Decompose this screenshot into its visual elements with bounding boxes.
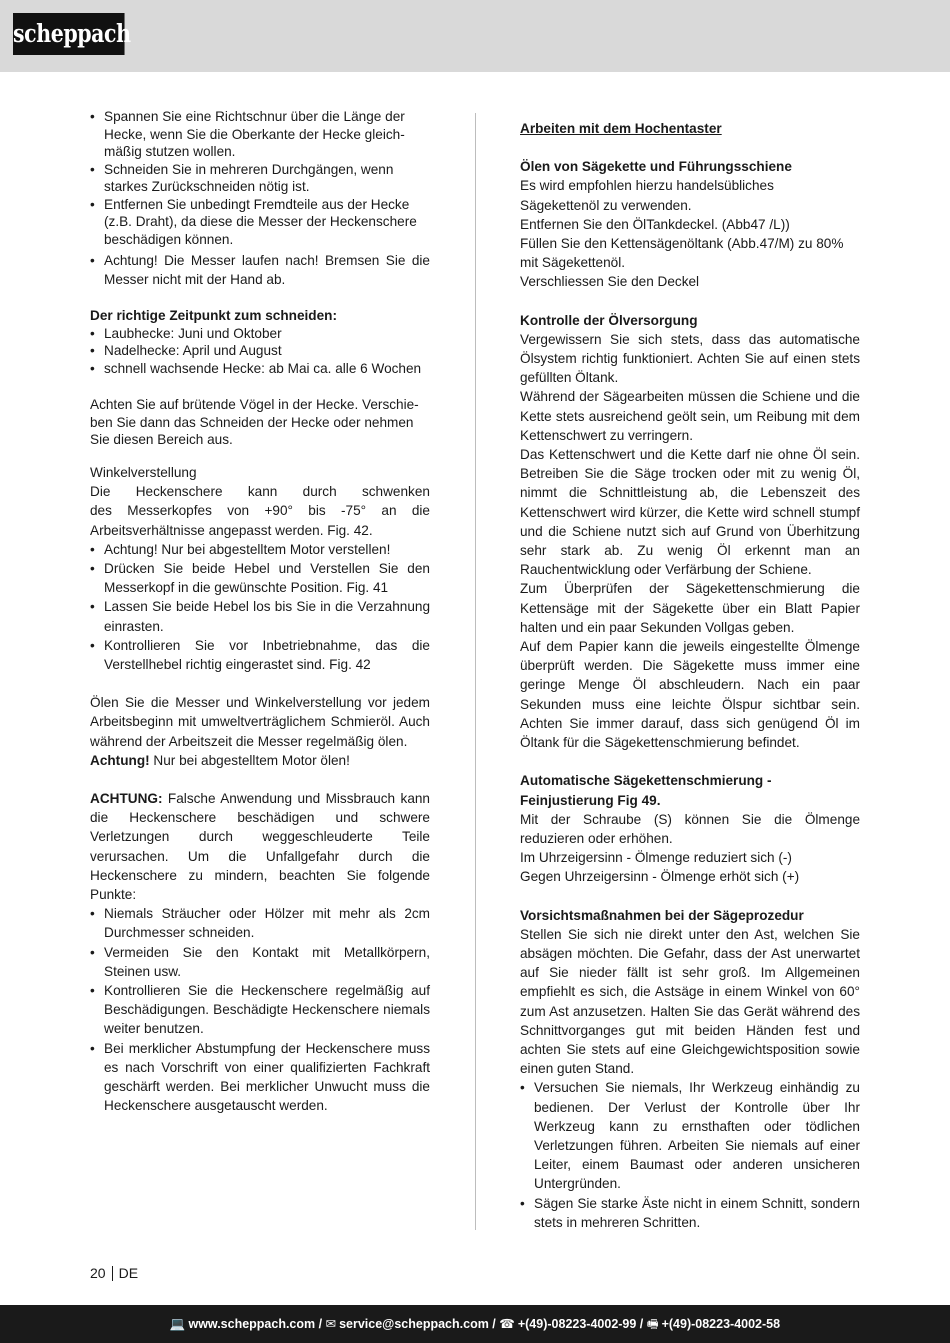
word: Die xyxy=(90,484,111,500)
section-heading-auto-1: Automatische Sägekettenschmierung - xyxy=(520,773,772,789)
mail-icon: ✉ xyxy=(325,1317,337,1331)
list-item: • Bei merklicher Abstumpfung der Heckenschere muss es nach Vorschrift von einer qualifizierten Fachkraft geschärft werden. Bei merklicher Unwucht muss die Heckenschere ausgetauscht werden. xyxy=(90,1039,430,1116)
intro-bullet-list xyxy=(90,108,430,248)
auto-paragraph: Mit der Schraube (S) können Sie die Ölmenge reduzieren oder erhöhen. xyxy=(520,811,860,846)
list-item: • Lassen Sie beide Hebel los bis Sie in die Verzahnung einrasten. xyxy=(90,597,430,635)
word: durch xyxy=(302,484,337,500)
text-line: Es wird empfohlen hierzu handelsübliches xyxy=(520,178,774,194)
kontrolle-paragraph: Auf dem Papier kann die jeweils eingestellte Ölmenge überprüft werden. Die Sägekette muss immer eine geringe Menge Öl abschleudern. Nach ein paar Sekunden muss eine leichte Ölspur sichtbar sein. Achten Sie immer darauf, dass sich genügend Öl im Öltank für die Sägekettenschmierung befindet. xyxy=(520,639,860,751)
section-heading-zeitpunkt: Der richtige Zeitpunkt zum schneiden: xyxy=(90,308,337,324)
list-item: • Entfernen Sie unbedingt Fremdteile aus der Hecke (z.B. Draht), da diese die Messer der Heckenschere beschädigen können. xyxy=(90,196,430,249)
list-item: • schnell wachsende Hecke: ab Mai ca. alle 6 Wochen xyxy=(90,360,430,378)
list-item: • Vermeiden Sie den Kontakt mit Metallkörpern, Steinen usw. xyxy=(90,943,430,981)
kontrolle-paragraph: Zum Überprüfen der Sägekettenschmierung die Kettensäge mit der Sägekette über ein Blatt Papier halten und ein paar Sekunden Vollgas geben. xyxy=(520,581,860,635)
footer-bar xyxy=(0,1305,950,1343)
page-language: DE xyxy=(118,1265,139,1281)
achtung-text: Falsche Anwendung und Missbrauch kann die Heckenschere beschädigen und schwere Verletzungen durch weggeschleuderte Teile verursachen. Um die Unfallgefahr durch die Heckenschere zu mindern, beachten Sie folgende Punkte: xyxy=(90,790,430,902)
section-heading-winkel: Winkelverstellung xyxy=(90,464,197,480)
kontrolle-paragraph: Während der Sägearbeiten müssen die Schiene und die Kette stets ausreichend geölt sein, um Reibung mit dem Kettenschwert zu verringern. xyxy=(520,389,860,443)
winkel-list xyxy=(90,540,430,674)
text-line: Im Uhrzeigersinn - Ölmenge reduziert sich (-) xyxy=(520,850,792,866)
oelen-warning xyxy=(90,751,430,770)
list-item: • Sägen Sie starke Äste nicht in einem Schnitt, sondern stets in mehreren Schritten. xyxy=(520,1194,860,1232)
left-column xyxy=(90,108,430,1115)
kontrolle-paragraph: Vergewissern Sie sich stets, dass das automatische Ölsystem richtig funktioniert. Achten Sie auf einen stets gefüllten Öltank. xyxy=(520,331,860,386)
warning-bullet-list xyxy=(90,251,430,289)
computer-icon: 💻 xyxy=(169,1317,186,1331)
text-line: Füllen Sie den Kettensägenöltank (Abb.47/M) zu 80% xyxy=(520,236,844,252)
main-heading: Arbeiten mit dem Hochentaster xyxy=(520,121,722,136)
column-divider xyxy=(475,113,476,1230)
achtung-label: ACHTUNG: xyxy=(90,790,163,806)
vorsicht-paragraph: Stellen Sie sich nie direkt unter den Ast, welchen Sie absägen möchten. Die Gefahr, dass der Ast unerwartet auf Sie nieder fällt ist sehr groß. Im Allgemeinen empfiehlt es sich, die Astsäge in einem Winkel von 60° zum Ast anzusetzen. Halten Sie das Gerät während des Schnittvorganges gut mit beiden Händen fest und achten Sie stets auf eine Gleichgewichtsposition sowie einen guten Stand. xyxy=(520,926,860,1077)
list-item: • Niemals Sträucher oder Hölzer mit mehr als 2cm Durchmesser schneiden. xyxy=(90,904,430,942)
list-item: • Nadelhecke: April und August xyxy=(90,342,430,360)
brand-logo: scheppach xyxy=(13,13,125,55)
page-number xyxy=(90,1265,138,1281)
footer-phone: +(49)-08223-4002-99 / xyxy=(517,1317,644,1331)
fax-icon: 🖷 xyxy=(646,1317,659,1331)
achtung-list xyxy=(90,904,430,1115)
phone-icon: ☎ xyxy=(499,1317,515,1331)
list-item: • Drücken Sie beide Hebel und Verstellen Sie den Messerkopf in die gewünschte Position. Fig. 41 xyxy=(90,559,430,597)
winkel-first-line xyxy=(90,482,430,501)
section-heading-auto-2: Feinjustierung Fig 49. xyxy=(520,792,661,808)
list-item: • Achtung! Nur bei abgestelltem Motor verstellen! xyxy=(90,540,430,559)
achtung-paragraph xyxy=(90,789,430,904)
list-item: • Kontrollieren Sie vor Inbetriebnahme, das die Verstellhebel richtig eingerastet sind. Fig. 42 xyxy=(90,636,430,674)
zeitpunkt-list xyxy=(90,325,430,378)
footer-web: www.scheppach.com / xyxy=(188,1317,323,1331)
list-item: • Spannen Sie eine Richtschnur über die Länge der Hecke, wenn Sie die Oberkante der Hecke gleich-mäßig stutzen wollen. xyxy=(90,108,430,161)
section-heading-vorsicht: Vorsichtsmaßnahmen bei der Sägeprozedur xyxy=(520,907,804,923)
footer-mail: service@scheppach.com / xyxy=(339,1317,496,1331)
winkel-paragraph: des Messerkopfes von +90° bis -75° an die Arbeitsverhältnisse angepasst werden. Fig. 42. xyxy=(90,503,430,538)
header-band xyxy=(0,0,950,72)
text-line: Verschliessen Sie den Deckel xyxy=(520,274,700,290)
list-item: • Schneiden Sie in mehreren Durchgängen, wenn starkes Zurückschneiden nötig ist. xyxy=(90,161,430,196)
warning-text: Nur bei abgestelltem Motor ölen! xyxy=(149,752,350,768)
page-number-value: 20 xyxy=(90,1265,106,1281)
text-line: mit Sägekettenöl. xyxy=(520,255,626,271)
voegel-paragraph: Achten Sie auf brütende Vögel in der Hecke. Verschie-ben Sie dann das Schneiden der Hecke oder nehmen Sie diesen Bereich aus. xyxy=(90,397,419,448)
word: schwenken xyxy=(361,484,430,500)
right-column xyxy=(520,119,860,1232)
list-item: • Laubhecke: Juni und Oktober xyxy=(90,325,430,343)
word: kann xyxy=(247,484,278,500)
word: Heckenschere xyxy=(135,484,223,500)
vorsicht-list xyxy=(520,1078,860,1232)
footer-fax: +(49)-08223-4002-58 xyxy=(661,1317,781,1331)
section-heading-kontrolle: Kontrolle der Ölversorgung xyxy=(520,312,698,328)
oelen-paragraph: Ölen Sie die Messer und Winkelverstellung vor jedem Arbeitsbeginn mit umweltverträglichem Schmieröl. Auch während der Arbeitszeit die Messer regelmäßig ölen. xyxy=(90,695,430,749)
list-item: • Kontrollieren Sie die Heckenschere regelmäßig auf Beschädigungen. Beschädigte Heckenschere niemals weiter benutzen. xyxy=(90,981,430,1039)
page-number-separator xyxy=(112,1266,113,1281)
text-line: Entfernen Sie den ÖlTankdeckel. (Abb47 /L)) xyxy=(520,216,790,232)
section-heading-oelen: Ölen von Sägekette und Führungsschiene xyxy=(520,159,792,175)
list-item: • Achtung! Die Messer laufen nach! Bremsen Sie die Messer nicht mit der Hand ab. xyxy=(90,251,430,289)
list-item: • Versuchen Sie niemals, Ihr Werkzeug einhändig zu bedienen. Der Verlust der Kontrolle über Ihr Werkzeug kann zu ernsthaften oder tödlichen Verletzungen führen. Arbeiten Sie niemals auf einer Leiter, einem Baumast oder anderen unsicheren Untergründen. xyxy=(520,1078,860,1193)
text-line: Sägekettenöl zu verwenden. xyxy=(520,197,692,213)
warning-label: Achtung! xyxy=(90,752,150,768)
text-line: Gegen Uhrzeigersinn - Ölmenge erhöt sich (+) xyxy=(520,869,800,885)
kontrolle-paragraph: Das Kettenschwert und die Kette darf nie ohne Öl sein. Betreiben Sie die Säge trocken oder mit zu wenig Öl, nimmt die Schnittleistung ab, die Lebenszeit des Kettenschwert wird kürzer, die Kette wird schnell stumpf und die Schiene nutzt sich auf Grund von Überhitzung sehr stark ab. Zu wenig Öl erkennt man an Rauchentwicklung oder Verfärbung der Schiene. xyxy=(520,447,860,578)
